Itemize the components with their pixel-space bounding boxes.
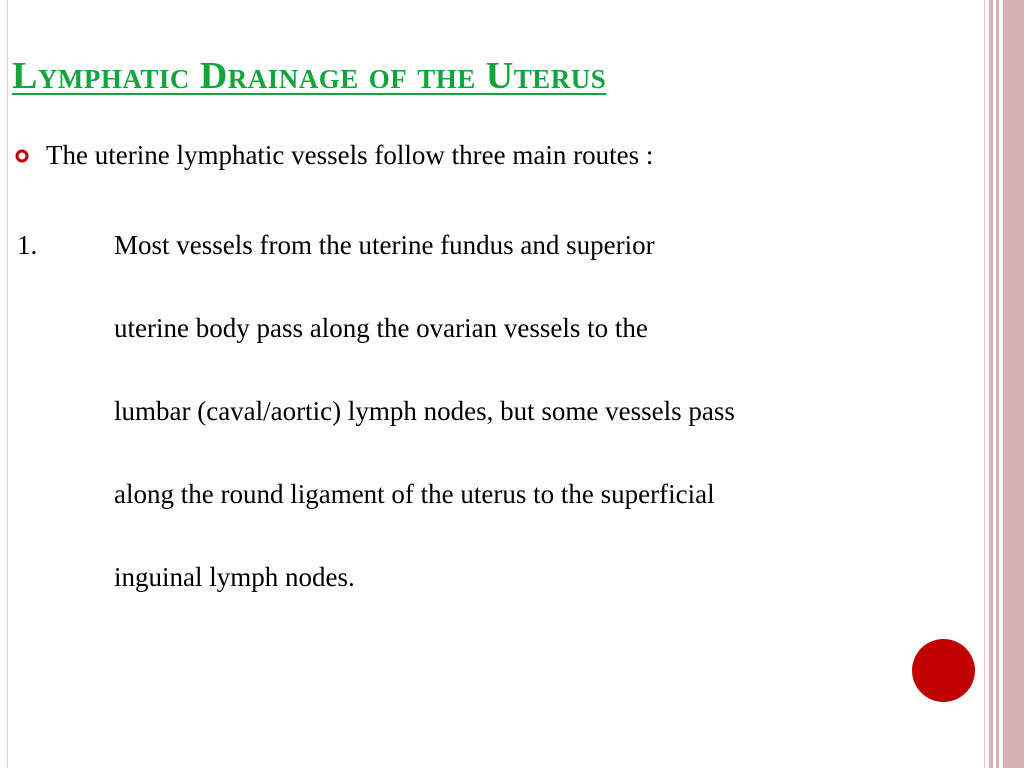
stripe-1 (984, 0, 985, 768)
slide-title: Lymphatic Drainage of the Uterus (12, 55, 607, 97)
bullet-text: The uterine lymphatic vessels follow three main routes : (46, 140, 654, 170)
red-dot-icon (912, 639, 975, 702)
list-item-line: lumbar (caval/aortic) lymph nodes, but some vessels pass (114, 396, 735, 426)
stripe-2 (989, 0, 993, 768)
list-item-number: 1. (17, 230, 38, 260)
stripe-3 (996, 0, 999, 768)
bullet-item (15, 140, 653, 171)
left-border-rule (7, 0, 8, 768)
list-item-line: inguinal lymph nodes. (114, 562, 355, 592)
right-decorative-stripes (984, 0, 1024, 768)
list-item-line: along the round ligament of the uterus to the superficial (114, 479, 715, 509)
stripe-4 (1003, 0, 1024, 768)
hollow-circle-bullet-icon (15, 149, 29, 163)
list-item-line: uterine body pass along the ovarian vessels to the (114, 313, 648, 343)
list-item-line: Most vessels from the uterine fundus and superior (114, 230, 655, 260)
